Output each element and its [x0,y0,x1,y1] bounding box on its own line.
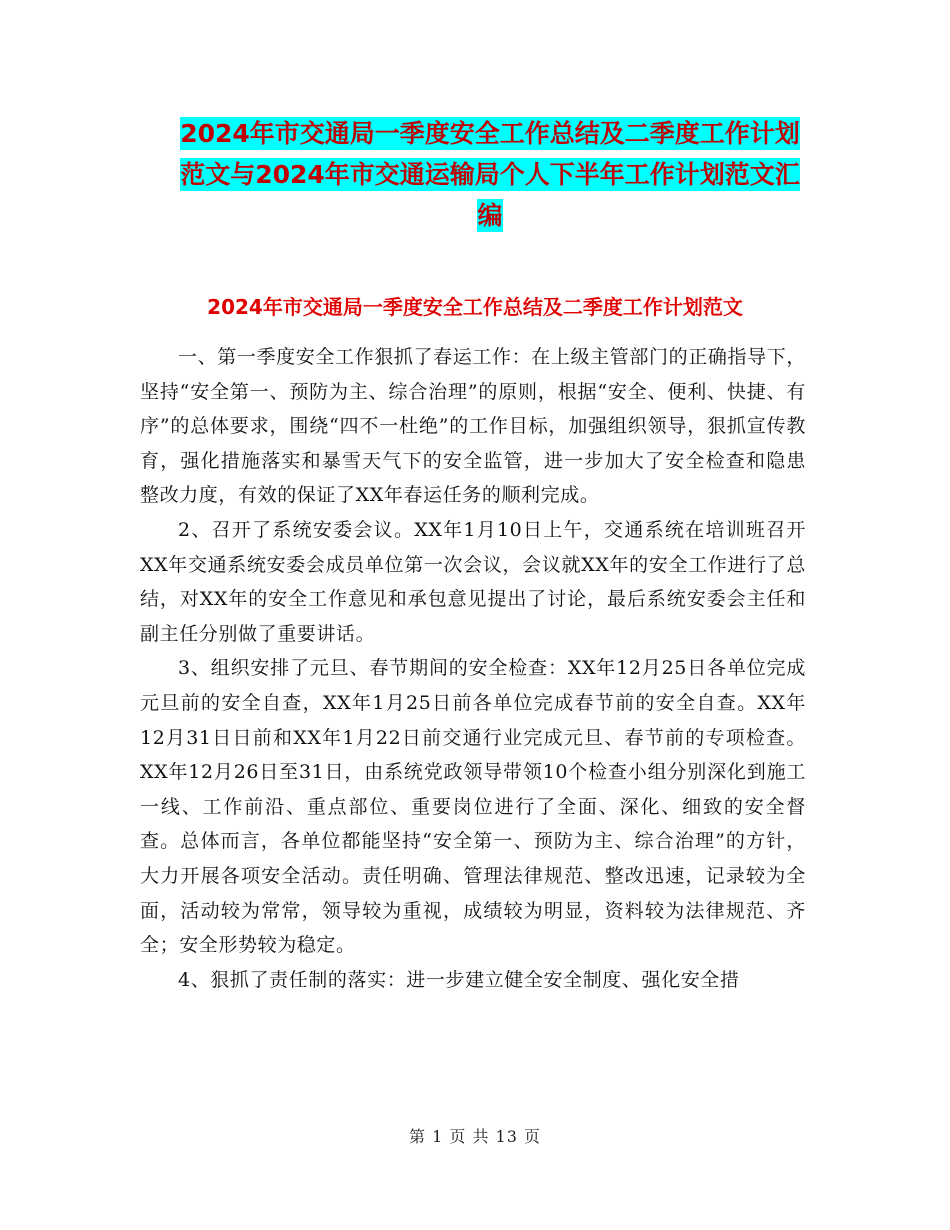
section-title: 2024年市交通局一季度安全工作总结及二季度工作计划范文 [207,295,743,319]
document-body [140,340,806,997]
page-footer: 第 1 页 共 13 页 [409,1127,541,1146]
paragraph: 4、狠抓了责任制的落实：进一步建立健全安全制度、强化安全措 [178,968,740,991]
document-title [170,113,810,236]
paragraph: 一、第一季度安全工作狠抓了春运工作：在上级主管部门的正确指导下，坚持“安全第一、预防为主、综合治理”的原则，根据“安全、便利、快捷、有序”的总体要求，围绕“四不一杜绝”的工作目标，加强组织领导，狠抓宣传教育，强化措施落实和暴雪天气下的安全监管，进一步加大了安全检查和隐患整改力度，有效的保证了XX年春运任务的顺利完成。 [140,346,806,507]
document-title-text: 2024年市交通局一季度安全工作总结及二季度工作计划范文与2024年市交通运输局个人下半年工作计划范文汇编 [180,119,800,230]
paragraph: 3、组织安排了元旦、春节期间的安全检查：XX年12月25日各单位完成元旦前的安全自查，XX年1月25日前各单位完成春节前的安全自查。XX年12月31日日前和XX年1月22日前交通行业完成元旦、春节前的专项检查。XX年12月26日至31日，由系统党政领导带领10个检查小组分别深化到施工一线、工作前沿、重点部位、重要岗位进行了全面、深化、细致的安全督查。总体而言，各单位都能坚持“安全第一、预防为主、综合治理”的方针，大力开展各项安全活动。责任明确、管理法律规范、整改迅速，记录较为全面，活动较为常常，领导较为重视，成绩较为明显，资料较为法律规范、齐全；安全形势较为稳定。 [140,657,806,957]
paragraph: 2、召开了系统安委会议。XX年1月10日上午，交通系统在培训班召开XX年交通系统安委会成员单位第一次会议，会议就XX年的安全工作进行了总结，对XX年的安全工作意见和承包意见提出了讨论，最后系统安委会主任和副主任分别做了重要讲话。 [140,518,806,645]
